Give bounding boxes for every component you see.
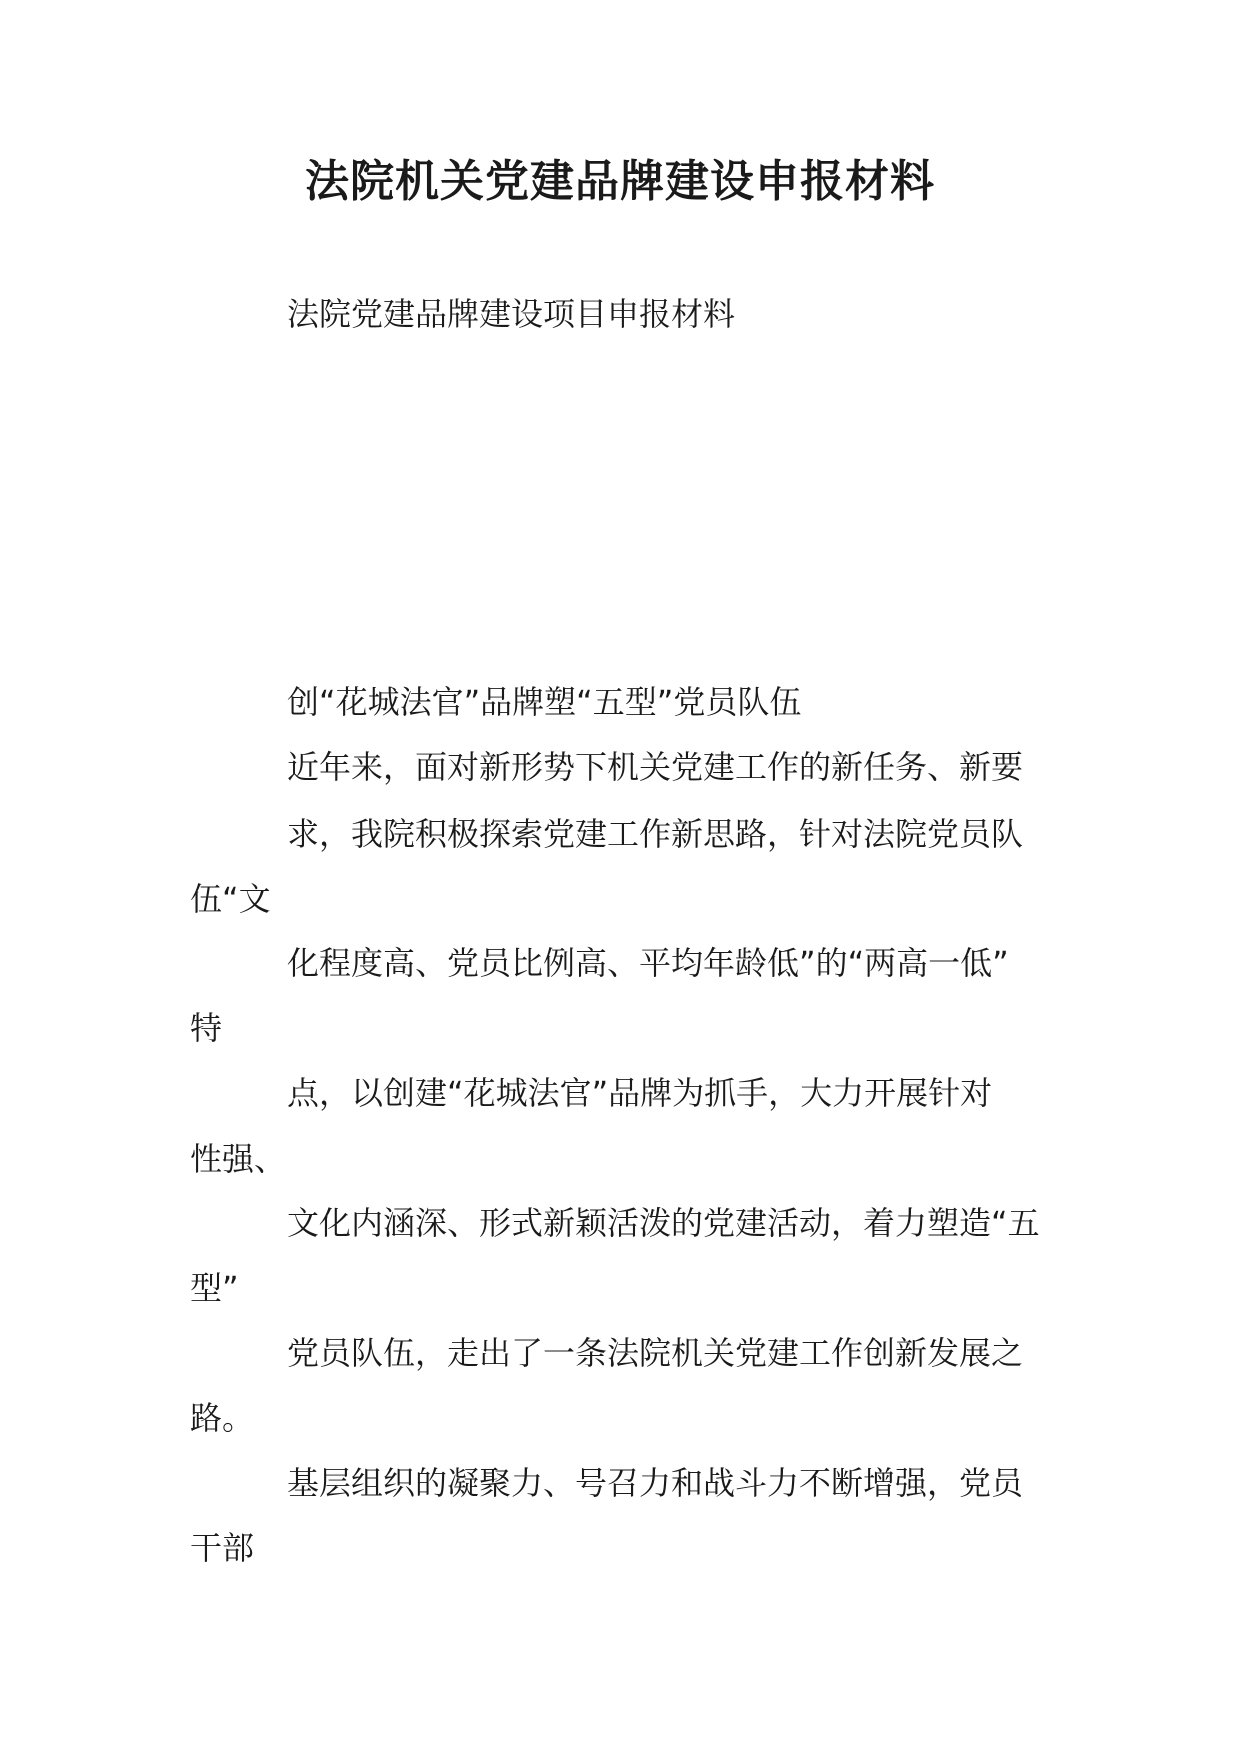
body-line: 党员队伍，走出了一条法院机关党建工作创新发展之 — [287, 1334, 1024, 1372]
body-line: 基层组织的凝聚力、号召力和战斗力不断增强，党员 — [287, 1464, 1024, 1502]
body-line: 特 — [190, 1009, 223, 1047]
body-line: 干部 — [190, 1529, 255, 1567]
body-line: 文化内涵深、形式新颖活泼的党建活动，着力塑造“五 — [287, 1204, 1040, 1242]
body-line: 化程度高、党员比例高、平均年龄低”的“两高一低” — [287, 944, 1009, 982]
section-heading: 创“花城法官”品牌塑“五型”党员队伍 — [287, 683, 802, 721]
body-line: 点，以创建“花城法官”品牌为抓手，大力开展针对 — [287, 1074, 993, 1112]
body-line: 型” — [190, 1269, 239, 1307]
document-subtitle: 法院党建品牌建设项目申报材料 — [287, 295, 736, 333]
body-line: 路。 — [190, 1399, 255, 1437]
document-title: 法院机关党建品牌建设申报材料 — [305, 156, 935, 207]
body-line: 伍“文 — [190, 880, 271, 918]
body-line: 性强、 — [190, 1140, 287, 1178]
body-line: 近年来，面对新形势下机关党建工作的新任务、新要 — [287, 748, 1024, 786]
body-line: 求，我院积极探索党建工作新思路，针对法院党员队 — [287, 815, 1024, 853]
